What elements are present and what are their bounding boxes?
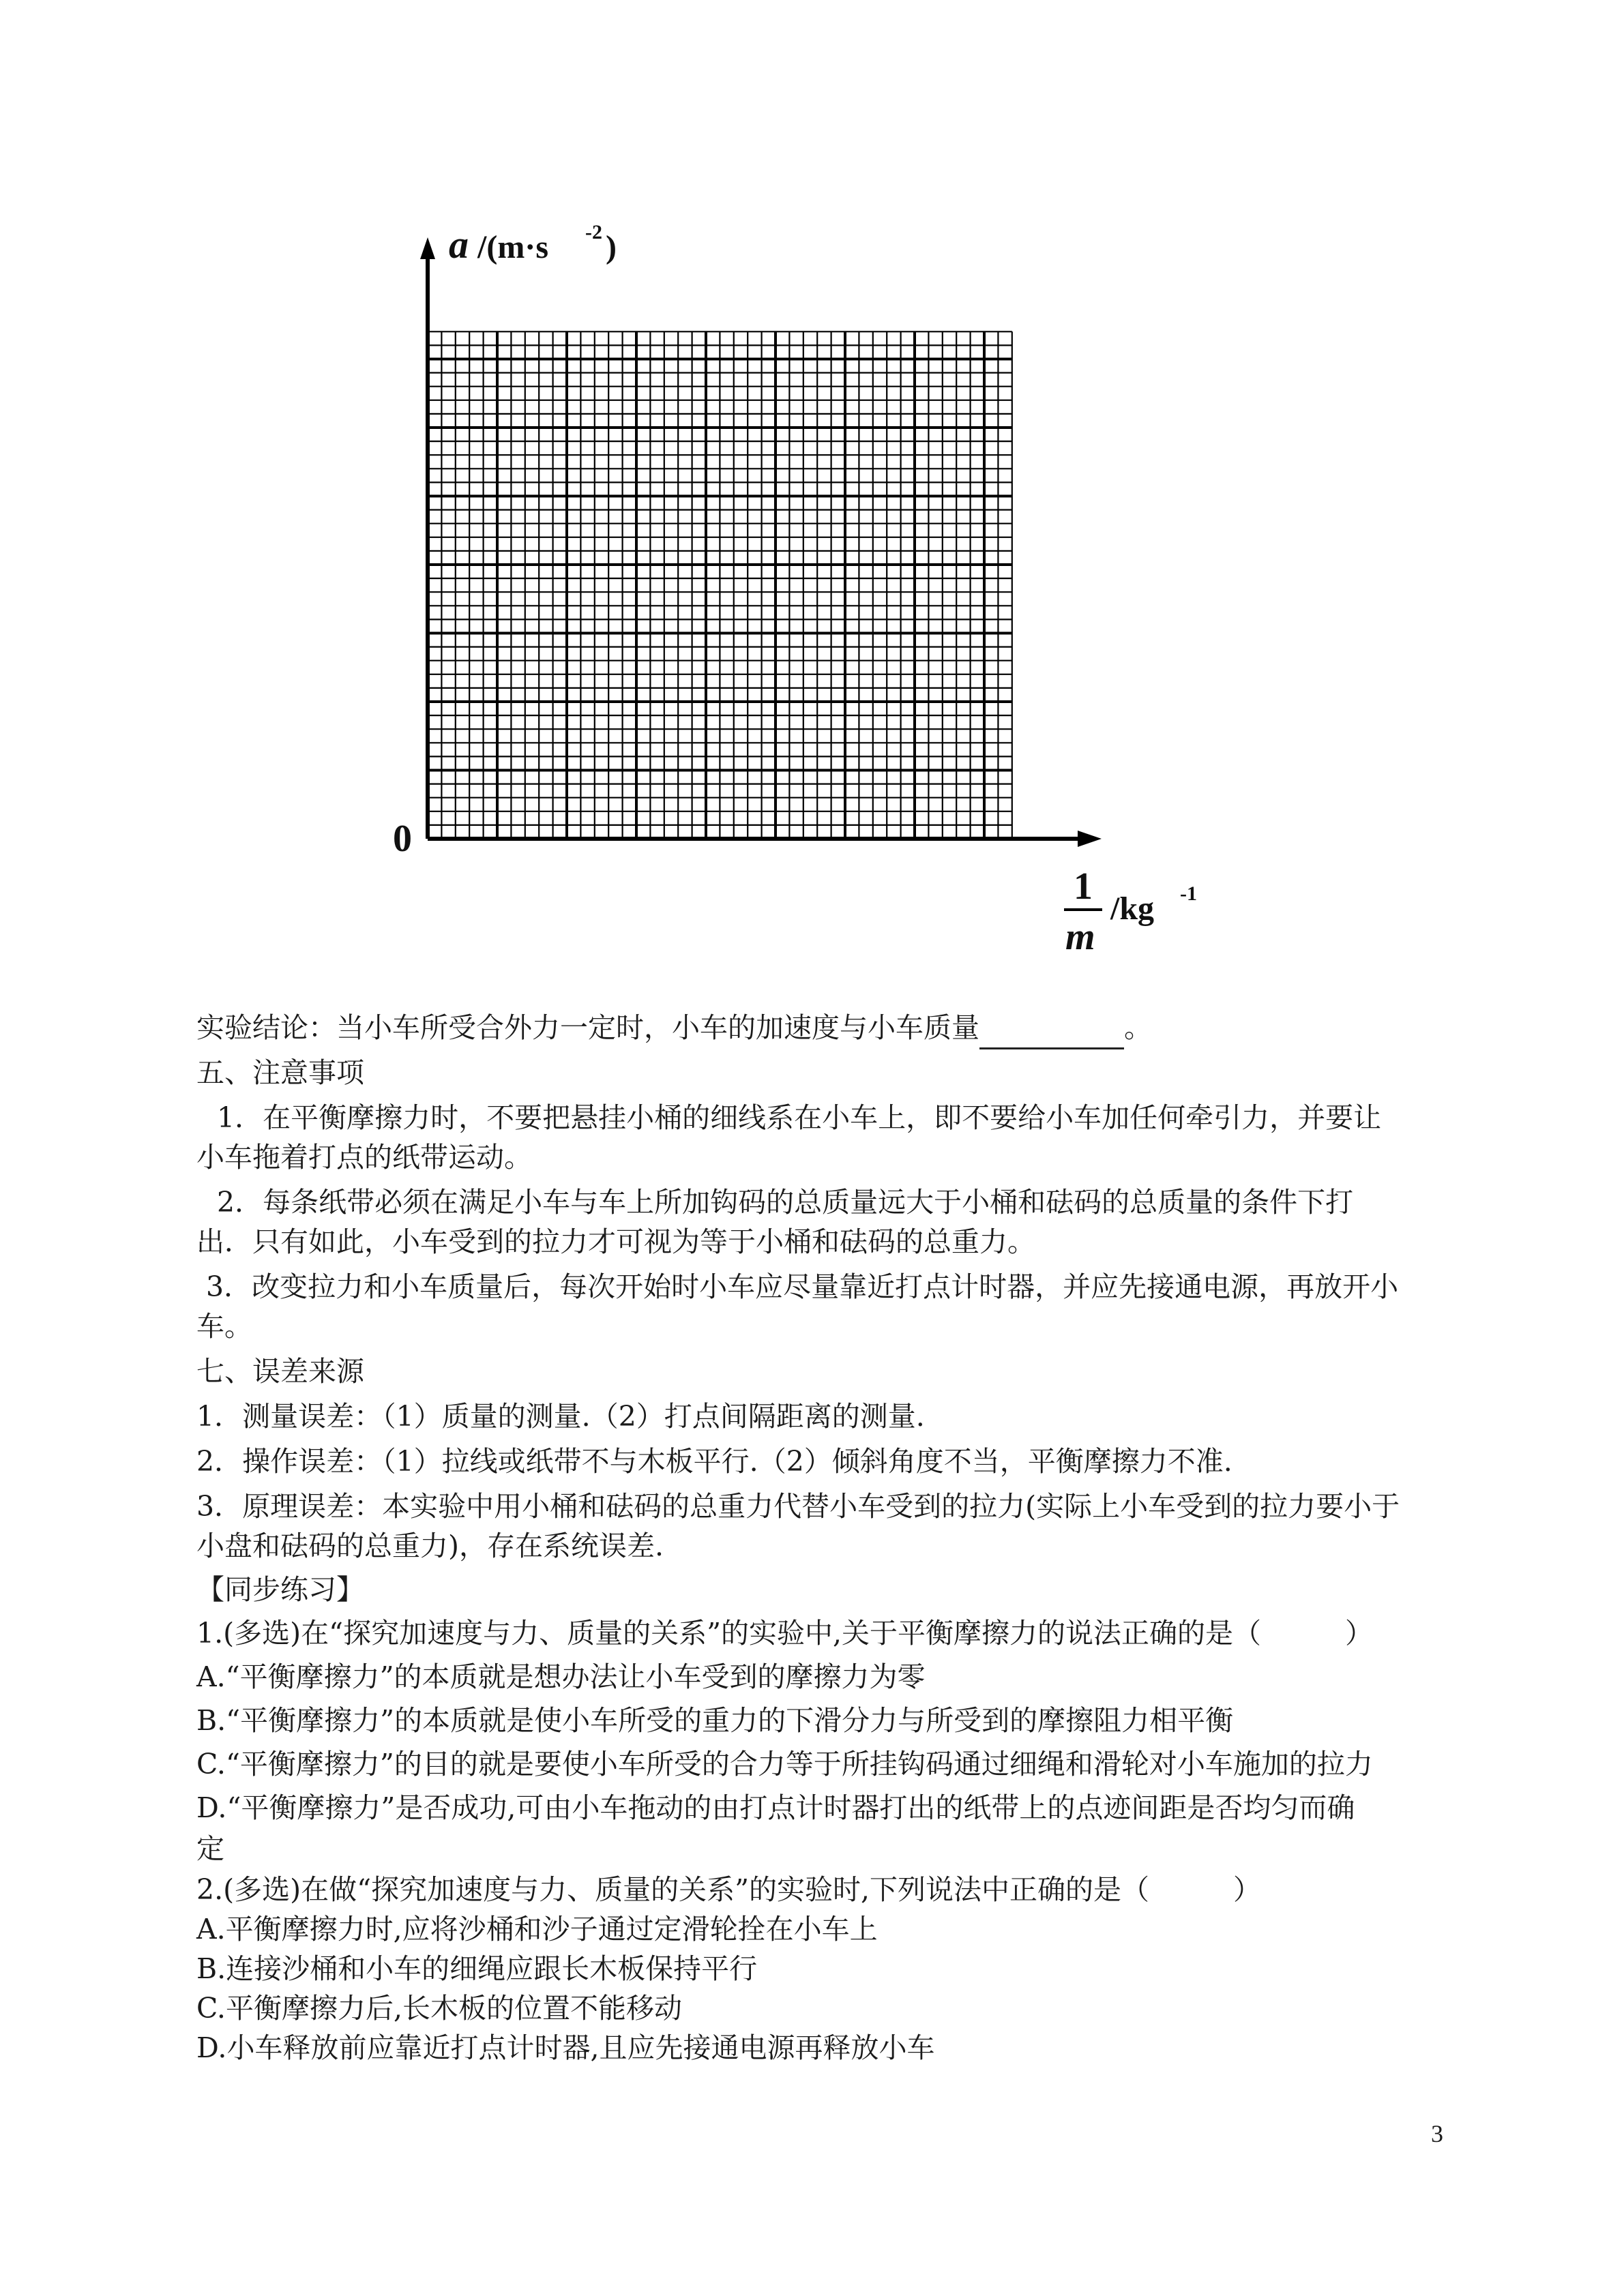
origin-label: 0 [393, 818, 412, 860]
conclusion-line [196, 1008, 1445, 1049]
conclusion-text: 实验结论：当小车所受合外力一定时，小车的加速度与小车质量 [196, 1011, 979, 1044]
y-axis-unit: /(m·s [477, 229, 548, 265]
conclusion-end: 。 [1124, 1011, 1152, 1044]
page-number: 3 [1431, 2120, 1443, 2147]
question-1-stem: 1.(多选)在“探究加速度与力、质量的关系”的实验中,关于平衡摩擦力的说法正确的是（ ） [196, 1617, 1374, 1650]
x-axis-numerator: 1 [1074, 865, 1093, 908]
error-line-2: 2．操作误差：（1）拉线或纸带不与木板平行.（2）倾斜角度不当，平衡摩擦力不准. [196, 1445, 1232, 1478]
y-axis-unit-close: ) [606, 229, 617, 265]
x-axis-unit-exponent: -1 [1180, 882, 1197, 905]
question-1-option-b: B.“平衡摩擦力”的本质就是使小车所受的重力的下滑分力与所受到的摩擦阻力相平衡 [196, 1704, 1234, 1737]
practice-heading: 【同步练习】 [196, 1573, 364, 1606]
question-1-option-d: D.“平衡摩擦力”是否成功,可由小车拖动的由打点计时器打出的纸带上的点迹间距是否均匀而确 [196, 1791, 1355, 1824]
question-1-option-a: A.“平衡摩擦力”的本质就是想办法让小车受到的摩擦力为零 [196, 1660, 926, 1693]
note-2-line-2: 出．只有如此，小车受到的拉力才可视为等于小桶和砝码的总重力。 [196, 1225, 1035, 1258]
note-1-line-2: 小车拖着打点的纸带运动。 [196, 1141, 532, 1174]
answer-blank[interactable] [979, 1008, 1124, 1049]
question-2-stem: 2.(多选)在做“探究加速度与力、质量的关系”的实验时,下列说法中正确的是（ ） [196, 1873, 1262, 1906]
question-2-option-b: B.连接沙桶和小车的细绳应跟长木板保持平行 [196, 1952, 758, 1985]
graph-svg [382, 205, 1269, 982]
graph-paper-figure [382, 205, 1269, 982]
note-2-line-1: 2．每条纸带必须在满足小车与车上所加钩码的总质量远大于小桶和砝码的总质量的条件下打 [217, 1186, 1354, 1219]
error-line-4: 小盘和砝码的总重力)，存在系统误差. [196, 1530, 664, 1562]
question-1-option-c: C.“平衡摩擦力”的目的就是要使小车所受的合力等于所挂钩码通过细绳和滑轮对小车施加的拉力 [196, 1748, 1373, 1780]
x-axis-arrow [1078, 831, 1102, 847]
error-line-1: 1．测量误差：（1）质量的测量.（2）打点间隔距离的测量. [196, 1400, 925, 1433]
note-1-line-1: 1．在平衡摩擦力时，不要把悬挂小桶的细线系在小车上，即不要给小车加任何牵引力，并要让 [217, 1101, 1382, 1134]
y-axis-unit-exponent: -2 [585, 221, 602, 243]
notes-heading: 五、注意事项 [196, 1056, 364, 1089]
grid-lines [428, 331, 1012, 839]
errors-heading: 七、误差来源 [196, 1355, 364, 1388]
note-3-line-2: 车。 [196, 1310, 252, 1343]
question-2-option-d: D.小车释放前应靠近打点计时器,且应先接通电源再释放小车 [196, 2031, 935, 2064]
y-axis-arrow [420, 237, 435, 259]
note-3-line-1: 3．改变拉力和小车质量后，每次开始时小车应尽量靠近打点计时器，并应先接通电源，再放开小 [206, 1270, 1399, 1303]
question-1-option-d-cont: 定 [196, 1832, 224, 1865]
question-2-option-c: C.平衡摩擦力后,长木板的位置不能移动 [196, 1992, 682, 2025]
error-line-3: 3．原理误差：本实验中用小桶和砝码的总重力代替小车受到的拉力(实际上小车受到的拉力要小于 [196, 1490, 1400, 1523]
x-axis-unit: /kg [1110, 891, 1155, 927]
y-axis-symbol: a [449, 222, 469, 267]
x-axis-denominator: m [1065, 916, 1095, 958]
question-2-option-a: A.平衡摩擦力时,应将沙桶和沙子通过定滑轮拴在小车上 [196, 1913, 878, 1945]
